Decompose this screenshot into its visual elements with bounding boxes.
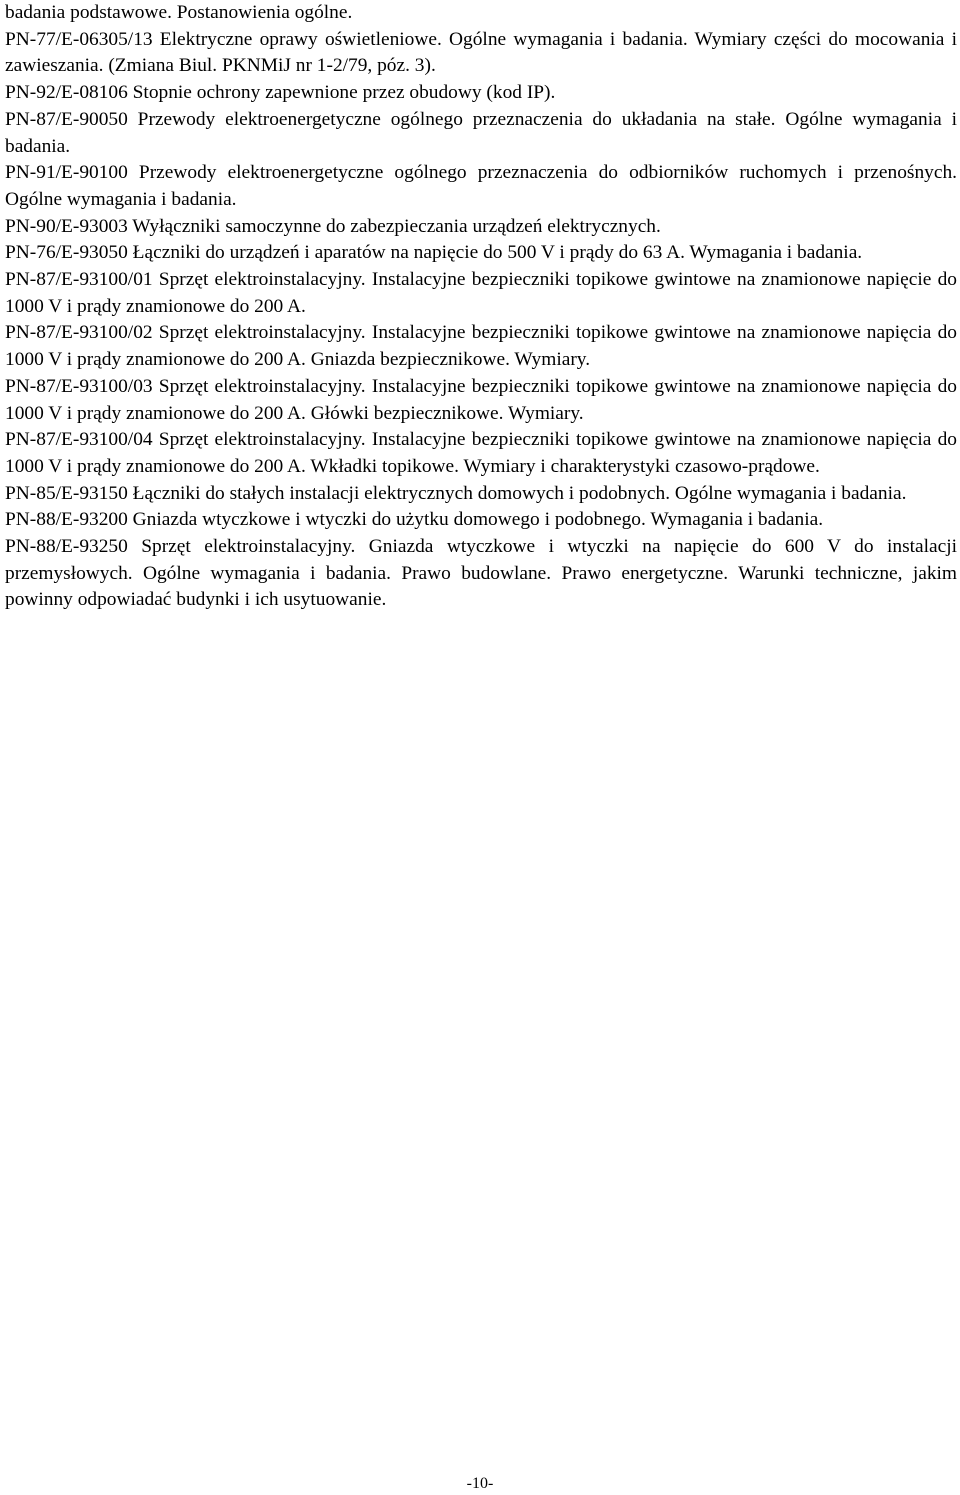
paragraph: PN-88/E-93250 Sprzęt elektroinstalacyjny. Gniazda wtyczkowe i wtyczki na napięcie do 600 V do instalacji przemysłowych. Ogólne wymagania i badania. Prawo budowlane. Prawo energetyczne. Warunki techniczne, jakim powinny odpowiadać budynki i ich usytuowanie. — [5, 536, 957, 611]
standards-list — [5, 0, 957, 614]
paragraph: PN-85/E-93150 Łączniki do stałych instalacji elektrycznych domowych i podobnych. Ogólne wymagania i badania. — [5, 482, 907, 504]
page-number: -10- — [466, 1475, 494, 1492]
paragraph: PN-76/E-93050 Łączniki do urządzeń i aparatów na napięcie do 500 V i prądy do 63 A. Wymagania i badania. — [5, 242, 863, 264]
paragraph: PN-87/E-93100/04 Sprzęt elektroinstalacyjny. Instalacyjne bezpieczniki topikowe gwintowe na znamionowe napięcia do 1000 V i prądy znamionowe do 200 A. Wkładki topikowe. Wymiary i charakterystyki czasowo-prądowe. — [5, 429, 957, 477]
paragraph: PN-77/E-06305/13 Elektryczne oprawy oświetleniowe. Ogólne wymagania i badania. Wymiary części do mocowania i zawieszania. (Zmiana Biul. PKNMiJ nr 1-2/79, póz. 3). — [5, 28, 957, 77]
paragraph: PN-87/E-93100/03 Sprzęt elektroinstalacyjny. Instalacyjne bezpieczniki topikowe gwintowe na znamionowe napięcia do 1000 V i prądy znamionowe do 200 A. Główki bezpiecznikowe. Wymiary. — [5, 375, 957, 424]
paragraph: badania podstawowe. Postanowienia ogólne. — [5, 2, 353, 23]
paragraph: PN-92/E-08106 Stopnie ochrony zapewnione przez obudowy (kod IP). — [5, 82, 556, 104]
paragraph: PN-91/E-90100 Przewody elektroenergetyczne ogólnego przeznaczenia do odbiorników ruchomych i przenośnych. Ogólne wymagania i badania. — [5, 162, 957, 210]
paragraph: PN-87/E-90050 Przewody elektroenergetyczne ogólnego przeznaczenia do układania na stałe. Ogólne wymagania i badania. — [5, 108, 957, 157]
paragraph: PN-87/E-93100/01 Sprzęt elektroinstalacyjny. Instalacyjne bezpieczniki topikowe gwintowe na znamionowe napięcie do 1000 V i prądy znamionowe do 200 A. — [5, 269, 957, 317]
paragraph: PN-87/E-93100/02 Sprzęt elektroinstalacyjny. Instalacyjne bezpieczniki topikowe gwintowe na znamionowe napięcia do 1000 V i prądy znamionowe do 200 A. Gniazda bezpiecznikowe. Wymiary. — [5, 322, 957, 371]
paragraph: PN-88/E-93200 Gniazda wtyczkowe i wtyczki do użytku domowego i podobnego. Wymagania i badania. — [5, 509, 824, 531]
document-page — [5, 0, 957, 614]
paragraph: PN-90/E-93003 Wyłączniki samoczynne do zabezpieczania urządzeń elektrycznych. — [5, 215, 661, 237]
